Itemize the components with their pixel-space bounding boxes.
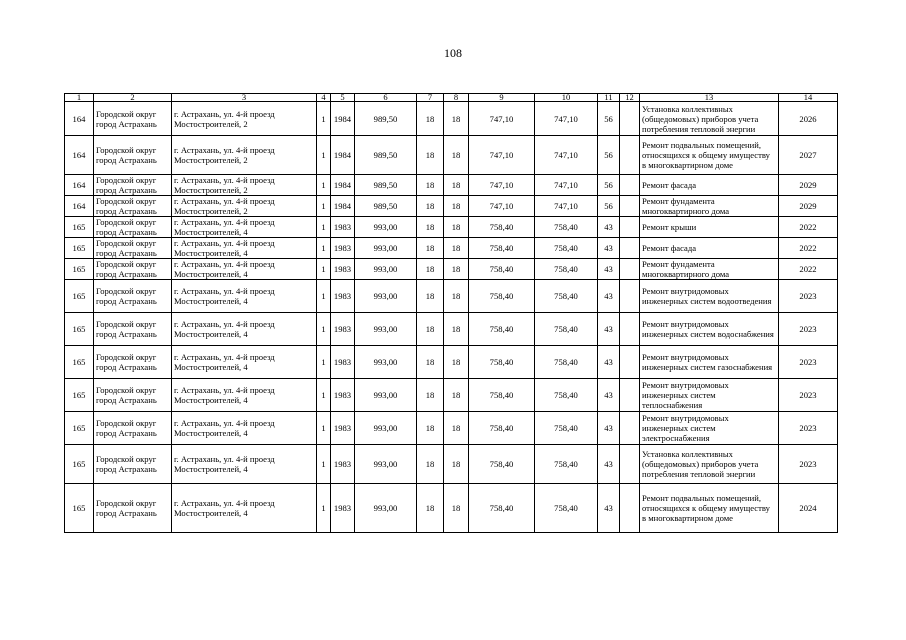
col8-cell: 18 [444,313,469,346]
year-cell: 1983 [331,217,355,238]
col4-cell: 1 [317,175,331,196]
residential-area-2-cell: 747,10 [535,196,598,217]
residents-cell: 43 [598,445,620,484]
col4-cell: 1 [317,379,331,412]
col7-cell: 18 [417,196,444,217]
year-cell: 1984 [331,196,355,217]
column-number-header: 7 [417,94,444,102]
table-row [65,280,838,313]
address-cell: г. Астрахань, ул. 4-й проезд Мостостроителей, 4 [172,280,317,313]
col8-cell: 18 [444,196,469,217]
row-number-cell: 164 [65,196,94,217]
col12-cell [620,217,640,238]
address-cell: г. Астрахань, ул. 4-й проезд Мостостроителей, 4 [172,259,317,280]
row-number-cell: 165 [65,259,94,280]
total-area-cell: 993,00 [355,445,417,484]
year-cell: 1983 [331,238,355,259]
municipality-cell: Городской округ город Астрахань [94,379,172,412]
municipality-cell: Городской округ город Астрахань [94,238,172,259]
row-number-cell: 165 [65,280,94,313]
municipality-cell: Городской округ город Астрахань [94,102,172,136]
column-number-header: 14 [779,94,838,102]
col12-cell [620,346,640,379]
residential-area-cell: 758,40 [469,379,535,412]
residential-area-2-cell: 758,40 [535,217,598,238]
table-row [65,259,838,280]
col7-cell: 18 [417,136,444,175]
column-number-header: 4 [317,94,331,102]
column-number-header: 1 [65,94,94,102]
total-area-cell: 993,00 [355,379,417,412]
residential-area-cell: 747,10 [469,175,535,196]
col8-cell: 18 [444,280,469,313]
planned-year-cell: 2024 [779,484,838,533]
column-number-header: 13 [640,94,779,102]
work-type-cell: Ремонт крыши [640,217,779,238]
col7-cell: 18 [417,238,444,259]
work-type-cell: Ремонт подвальных помещений, относящихся к общему имуществу в многоквартирном доме [640,484,779,533]
col4-cell: 1 [317,196,331,217]
column-number-header: 12 [620,94,640,102]
municipality-cell: Городской округ город Астрахань [94,346,172,379]
row-number-cell: 165 [65,217,94,238]
column-number-header: 11 [598,94,620,102]
col12-cell [620,379,640,412]
residential-area-2-cell: 758,40 [535,313,598,346]
residential-area-2-cell: 758,40 [535,238,598,259]
total-area-cell: 993,00 [355,346,417,379]
residential-area-cell: 747,10 [469,196,535,217]
residential-area-cell: 758,40 [469,259,535,280]
table-row [65,102,838,136]
col4-cell: 1 [317,313,331,346]
col4-cell: 1 [317,346,331,379]
table-row [65,379,838,412]
col7-cell: 18 [417,412,444,445]
col8-cell: 18 [444,412,469,445]
year-cell: 1983 [331,412,355,445]
total-area-cell: 989,50 [355,136,417,175]
col4-cell: 1 [317,217,331,238]
address-cell: г. Астрахань, ул. 4-й проезд Мостостроителей, 4 [172,313,317,346]
planned-year-cell: 2023 [779,313,838,346]
total-area-cell: 993,00 [355,238,417,259]
planned-year-cell: 2023 [779,412,838,445]
address-cell: г. Астрахань, ул. 4-й проезд Мостостроителей, 4 [172,238,317,259]
column-number-header: 10 [535,94,598,102]
year-cell: 1983 [331,346,355,379]
work-type-cell: Ремонт фасада [640,175,779,196]
row-number-cell: 165 [65,238,94,259]
residential-area-2-cell: 747,10 [535,102,598,136]
municipality-cell: Городской округ город Астрахань [94,484,172,533]
address-cell: г. Астрахань, ул. 4-й проезд Мостостроителей, 2 [172,196,317,217]
row-number-cell: 164 [65,175,94,196]
col7-cell: 18 [417,379,444,412]
planned-year-cell: 2022 [779,217,838,238]
col4-cell: 1 [317,445,331,484]
residential-area-2-cell: 758,40 [535,379,598,412]
col7-cell: 18 [417,346,444,379]
col12-cell [620,484,640,533]
residential-area-cell: 758,40 [469,313,535,346]
col7-cell: 18 [417,102,444,136]
row-number-cell: 164 [65,136,94,175]
col12-cell [620,175,640,196]
col7-cell: 18 [417,259,444,280]
col7-cell: 18 [417,484,444,533]
year-cell: 1983 [331,259,355,280]
table-row [65,412,838,445]
municipality-cell: Городской округ город Астрахань [94,313,172,346]
row-number-cell: 165 [65,313,94,346]
total-area-cell: 989,50 [355,175,417,196]
planned-year-cell: 2029 [779,175,838,196]
residents-cell: 43 [598,412,620,445]
row-number-cell: 165 [65,484,94,533]
col8-cell: 18 [444,484,469,533]
col12-cell [620,238,640,259]
residents-cell: 43 [598,259,620,280]
col7-cell: 18 [417,313,444,346]
table-row [65,136,838,175]
work-type-cell: Установка коллективных (общедомовых) приборов учета потребления тепловой энергии [640,445,779,484]
col7-cell: 18 [417,445,444,484]
total-area-cell: 993,00 [355,313,417,346]
col8-cell: 18 [444,102,469,136]
col4-cell: 1 [317,102,331,136]
planned-year-cell: 2029 [779,196,838,217]
address-cell: г. Астрахань, ул. 4-й проезд Мостостроителей, 4 [172,445,317,484]
residential-area-cell: 758,40 [469,280,535,313]
municipality-cell: Городской округ город Астрахань [94,136,172,175]
work-type-cell: Ремонт внутридомовых инженерных систем водоотведения [640,280,779,313]
col12-cell [620,196,640,217]
residents-cell: 56 [598,136,620,175]
residential-area-cell: 758,40 [469,484,535,533]
col7-cell: 18 [417,175,444,196]
column-number-header: 8 [444,94,469,102]
residents-cell: 43 [598,379,620,412]
residents-cell: 43 [598,280,620,313]
col8-cell: 18 [444,259,469,280]
col12-cell [620,313,640,346]
col7-cell: 18 [417,280,444,313]
col12-cell [620,412,640,445]
table-row [65,238,838,259]
residential-area-2-cell: 758,40 [535,259,598,280]
planned-year-cell: 2027 [779,136,838,175]
address-cell: г. Астрахань, ул. 4-й проезд Мостостроителей, 4 [172,379,317,412]
capital-repair-table [64,93,838,533]
municipality-cell: Городской округ город Астрахань [94,259,172,280]
col4-cell: 1 [317,280,331,313]
residential-area-cell: 758,40 [469,238,535,259]
table-row [65,346,838,379]
table-row [65,445,838,484]
col12-cell [620,280,640,313]
year-cell: 1983 [331,280,355,313]
total-area-cell: 993,00 [355,259,417,280]
work-type-cell: Ремонт внутридомовых инженерных систем газоснабжения [640,346,779,379]
residential-area-cell: 747,10 [469,136,535,175]
work-type-cell: Ремонт фундамента многоквартирного дома [640,196,779,217]
year-cell: 1983 [331,445,355,484]
address-cell: г. Астрахань, ул. 4-й проезд Мостостроителей, 2 [172,102,317,136]
planned-year-cell: 2023 [779,280,838,313]
work-type-cell: Ремонт внутридомовых инженерных систем электроснабжения [640,412,779,445]
page-number: 108 [444,46,462,60]
table-row [65,175,838,196]
total-area-cell: 993,00 [355,484,417,533]
row-number-cell: 165 [65,379,94,412]
col12-cell [620,259,640,280]
col8-cell: 18 [444,445,469,484]
total-area-cell: 993,00 [355,217,417,238]
work-type-cell: Ремонт фундамента многоквартирного дома [640,259,779,280]
total-area-cell: 993,00 [355,280,417,313]
col12-cell [620,445,640,484]
planned-year-cell: 2026 [779,102,838,136]
row-number-cell: 165 [65,445,94,484]
year-cell: 1984 [331,175,355,196]
col8-cell: 18 [444,238,469,259]
planned-year-cell: 2022 [779,259,838,280]
residents-cell: 43 [598,313,620,346]
planned-year-cell: 2023 [779,379,838,412]
residents-cell: 43 [598,346,620,379]
total-area-cell: 989,50 [355,196,417,217]
work-type-cell: Ремонт внутридомовых инженерных систем водоснабжения [640,313,779,346]
residential-area-2-cell: 758,40 [535,280,598,313]
work-type-cell: Ремонт фасада [640,238,779,259]
col8-cell: 18 [444,379,469,412]
residents-cell: 56 [598,102,620,136]
residential-area-2-cell: 747,10 [535,136,598,175]
municipality-cell: Городской округ город Астрахань [94,280,172,313]
col12-cell [620,102,640,136]
table-row [65,313,838,346]
address-cell: г. Астрахань, ул. 4-й проезд Мостостроителей, 2 [172,136,317,175]
residential-area-2-cell: 747,10 [535,175,598,196]
planned-year-cell: 2022 [779,238,838,259]
col8-cell: 18 [444,346,469,379]
table-row [65,196,838,217]
work-type-cell: Ремонт внутридомовых инженерных систем теплоснабжения [640,379,779,412]
col4-cell: 1 [317,412,331,445]
residential-area-cell: 758,40 [469,445,535,484]
residential-area-cell: 758,40 [469,217,535,238]
table-row [65,484,838,533]
col8-cell: 18 [444,136,469,175]
col4-cell: 1 [317,238,331,259]
address-cell: г. Астрахань, ул. 4-й проезд Мостостроителей, 4 [172,217,317,238]
municipality-cell: Городской округ город Астрахань [94,196,172,217]
table-header-row [65,94,838,102]
residential-area-2-cell: 758,40 [535,412,598,445]
year-cell: 1983 [331,484,355,533]
total-area-cell: 993,00 [355,412,417,445]
residents-cell: 43 [598,217,620,238]
col8-cell: 18 [444,217,469,238]
col4-cell: 1 [317,259,331,280]
col7-cell: 18 [417,217,444,238]
municipality-cell: Городской округ город Астрахань [94,175,172,196]
row-number-cell: 165 [65,346,94,379]
residential-area-cell: 758,40 [469,412,535,445]
row-number-cell: 165 [65,412,94,445]
municipality-cell: Городской округ город Астрахань [94,217,172,238]
residential-area-2-cell: 758,40 [535,346,598,379]
work-type-cell: Установка коллективных (общедомовых) приборов учета потребления тепловой энергии [640,102,779,136]
col4-cell: 1 [317,484,331,533]
residents-cell: 43 [598,484,620,533]
year-cell: 1984 [331,136,355,175]
residents-cell: 43 [598,238,620,259]
residential-area-2-cell: 758,40 [535,445,598,484]
residents-cell: 56 [598,196,620,217]
address-cell: г. Астрахань, ул. 4-й проезд Мостостроителей, 4 [172,346,317,379]
municipality-cell: Городской округ город Астрахань [94,412,172,445]
address-cell: г. Астрахань, ул. 4-й проезд Мостостроителей, 4 [172,412,317,445]
year-cell: 1983 [331,313,355,346]
col8-cell: 18 [444,175,469,196]
table-row [65,217,838,238]
column-number-header: 2 [94,94,172,102]
col12-cell [620,136,640,175]
year-cell: 1983 [331,379,355,412]
work-type-cell: Ремонт подвальных помещений, относящихся к общему имуществу в многоквартирном доме [640,136,779,175]
address-cell: г. Астрахань, ул. 4-й проезд Мостостроителей, 4 [172,484,317,533]
column-number-header: 9 [469,94,535,102]
col4-cell: 1 [317,136,331,175]
planned-year-cell: 2023 [779,445,838,484]
residents-cell: 56 [598,175,620,196]
column-number-header: 3 [172,94,317,102]
row-number-cell: 164 [65,102,94,136]
year-cell: 1984 [331,102,355,136]
municipality-cell: Городской округ город Астрахань [94,445,172,484]
residential-area-cell: 758,40 [469,346,535,379]
planned-year-cell: 2023 [779,346,838,379]
column-number-header: 5 [331,94,355,102]
residential-area-2-cell: 758,40 [535,484,598,533]
total-area-cell: 989,50 [355,102,417,136]
column-number-header: 6 [355,94,417,102]
residential-area-cell: 747,10 [469,102,535,136]
address-cell: г. Астрахань, ул. 4-й проезд Мостостроителей, 2 [172,175,317,196]
